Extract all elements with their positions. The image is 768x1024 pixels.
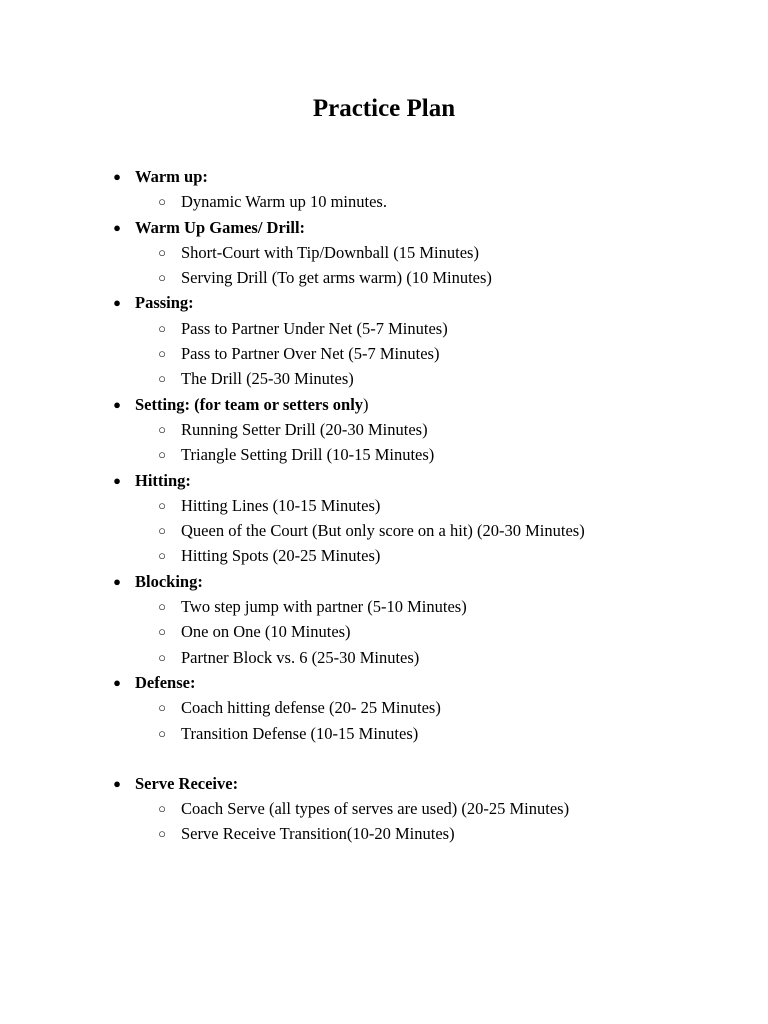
hollow-bullet-icon: ○ <box>158 447 166 463</box>
list-item-text: Coach hitting defense (20- 25 Minutes) <box>181 698 441 718</box>
list-item-text: Pass to Partner Under Net (5-7 Minutes) <box>181 318 448 338</box>
filled-bullet-icon: ● <box>113 472 121 488</box>
hollow-bullet-icon: ○ <box>158 725 166 741</box>
section-label <box>135 290 194 315</box>
plan-section <box>0 670 768 746</box>
section-label-text: Warm up: <box>135 167 208 186</box>
section-label-tail: ) <box>363 394 369 414</box>
section-label <box>135 771 238 796</box>
section-items <box>0 316 768 392</box>
list-item <box>0 265 768 290</box>
list-item <box>0 543 768 568</box>
section-items <box>0 493 768 569</box>
hollow-bullet-icon: ○ <box>158 270 166 286</box>
plan-section <box>0 290 768 391</box>
filled-bullet-icon: ● <box>113 775 121 791</box>
list-item <box>0 594 768 619</box>
section-heading <box>0 392 768 417</box>
hollow-bullet-icon: ○ <box>158 421 166 437</box>
list-item-text: Hitting Spots (20-25 Minutes) <box>181 546 381 566</box>
list-item-text: One on One (10 Minutes) <box>181 622 351 642</box>
list-item-text: Queen of the Court (But only score on a hit) (20-30 Minutes) <box>181 521 585 541</box>
list-item-text: Transition Defense (10-15 Minutes) <box>181 723 419 743</box>
list-item <box>0 518 768 543</box>
section-label-text: Serve Receive: <box>135 773 239 793</box>
list-item <box>0 821 768 846</box>
section-heading <box>0 771 768 796</box>
practice-plan-list <box>0 164 768 847</box>
section-heading <box>0 290 768 315</box>
filled-bullet-icon: ● <box>113 573 121 589</box>
section-label <box>135 670 195 695</box>
list-item <box>0 417 768 442</box>
section-items <box>0 240 768 291</box>
hollow-bullet-icon: ○ <box>158 801 166 817</box>
list-item-text: Serve Receive Transition(10-20 Minutes) <box>181 824 455 844</box>
list-item <box>0 366 768 391</box>
list-item <box>0 189 768 214</box>
section-label <box>135 569 203 594</box>
list-item-text: Partner Block vs. 6 (25-30 Minutes) <box>181 647 420 667</box>
section-items <box>0 594 768 670</box>
plan-section <box>0 569 768 670</box>
section-label <box>135 164 208 189</box>
hollow-bullet-icon: ○ <box>158 320 166 336</box>
section-label <box>135 215 305 240</box>
plan-section <box>0 215 768 291</box>
list-item-text: The Drill (25-30 Minutes) <box>181 369 354 389</box>
section-label-text: Defense: <box>135 672 196 692</box>
filled-bullet-icon: ● <box>113 219 121 235</box>
section-heading <box>0 670 768 695</box>
page-title: Practice Plan <box>312 95 456 122</box>
list-item-text: Two step jump with partner (5-10 Minutes) <box>181 597 467 617</box>
list-item-text: Hitting Lines (10-15 Minutes) <box>181 495 381 515</box>
list-item <box>0 619 768 644</box>
filled-bullet-icon: ● <box>113 295 121 311</box>
plan-section <box>0 468 768 569</box>
section-heading <box>0 569 768 594</box>
hollow-bullet-icon: ○ <box>158 649 166 665</box>
section-heading <box>0 215 768 240</box>
section-label-text: Hitting: <box>135 470 191 490</box>
list-item <box>0 341 768 366</box>
filled-bullet-icon: ● <box>113 396 121 412</box>
section-label-text: Warm Up Games/ Drill: <box>135 217 306 237</box>
filled-bullet-icon: ● <box>113 169 121 184</box>
hollow-bullet-icon: ○ <box>158 700 166 716</box>
section-items <box>0 796 768 847</box>
plan-section <box>0 392 768 468</box>
list-item <box>0 316 768 341</box>
list-item-text: Serving Drill (To get arms warm) (10 Minutes) <box>181 268 492 288</box>
list-item-text: Triangle Setting Drill (10-15 Minutes) <box>181 445 435 465</box>
list-item-text: Running Setter Drill (20-30 Minutes) <box>181 419 428 439</box>
section-label-text: Passing: <box>135 293 194 313</box>
plan-section <box>0 771 768 847</box>
hollow-bullet-icon: ○ <box>158 523 166 539</box>
hollow-bullet-icon: ○ <box>158 497 166 513</box>
section-label-text: Blocking: <box>135 571 203 591</box>
list-item <box>0 442 768 467</box>
section-heading <box>0 164 768 189</box>
plan-section <box>0 164 768 215</box>
hollow-bullet-icon: ○ <box>158 599 166 615</box>
hollow-bullet-icon: ○ <box>158 244 166 260</box>
hollow-bullet-icon: ○ <box>158 548 166 564</box>
list-item <box>0 493 768 518</box>
hollow-bullet-icon: ○ <box>158 371 166 387</box>
list-item <box>0 796 768 821</box>
section-label <box>135 392 369 417</box>
section-label <box>135 468 191 493</box>
list-item-text: Dynamic Warm up 10 minutes. <box>181 192 387 212</box>
hollow-bullet-icon: ○ <box>158 826 166 842</box>
list-item <box>0 695 768 720</box>
section-items <box>0 189 768 214</box>
hollow-bullet-icon: ○ <box>158 194 166 210</box>
list-item-text: Pass to Partner Over Net (5-7 Minutes) <box>181 344 440 364</box>
hollow-bullet-icon: ○ <box>158 624 166 640</box>
filled-bullet-icon: ● <box>113 674 121 690</box>
section-items <box>0 695 768 746</box>
list-item <box>0 240 768 265</box>
hollow-bullet-icon: ○ <box>158 346 166 362</box>
list-item <box>0 645 768 670</box>
list-item <box>0 721 768 746</box>
section-label-text: Setting: (for team or setters only <box>135 394 364 414</box>
list-item-text: Short-Court with Tip/Downball (15 Minutes) <box>181 242 479 262</box>
section-items <box>0 417 768 468</box>
section-heading <box>0 468 768 493</box>
list-item-text: Coach Serve (all types of serves are used) (20-25 Minutes) <box>181 799 570 819</box>
